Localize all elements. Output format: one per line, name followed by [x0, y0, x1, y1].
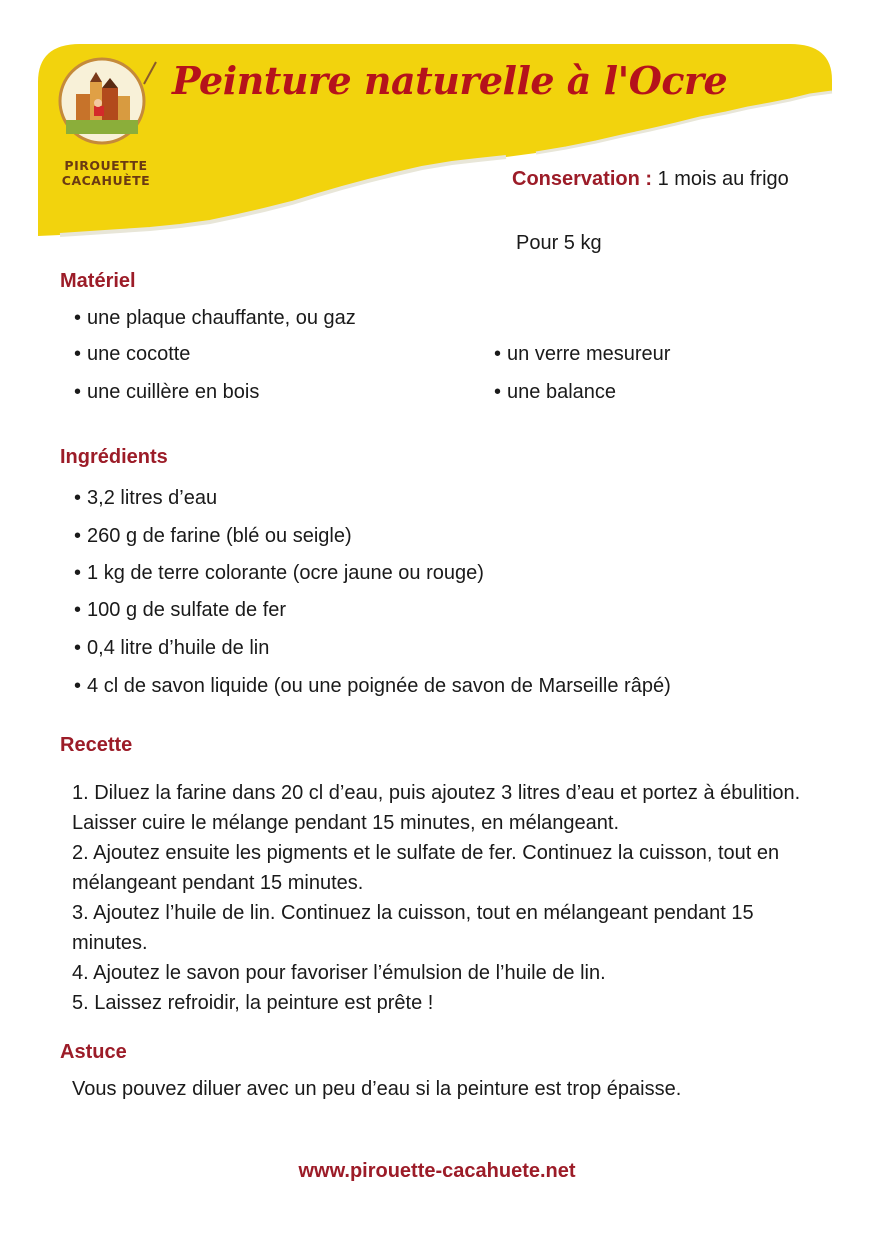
- recipe-step: 4. Ajoutez le savon pour favoriser l’émulsion de l’huile de lin.: [72, 962, 606, 984]
- recipe-step: 5. Laissez refroidir, la peinture est prête !: [72, 992, 434, 1014]
- recipe-steps: [72, 778, 812, 1018]
- materiel-heading: Matériel: [60, 270, 136, 292]
- yield-text: Pour 5 kg: [516, 232, 602, 254]
- list-item: • 260 g de farine (blé ou seigle): [74, 524, 352, 548]
- ingredients-heading: Ingrédients: [60, 446, 168, 468]
- list-item: • une cocotte: [74, 342, 190, 366]
- list-item: • 3,2 litres d’eau: [74, 486, 217, 510]
- recipe-step: 3. Ajoutez l’huile de lin. Continuez la cuisson, tout en mélangeant pendant 15 minutes.: [72, 902, 754, 954]
- list-item: • 100 g de sulfate de fer: [74, 598, 286, 622]
- astuce-text: Vous pouvez diluer avec un peu d’eau si la peinture est trop épaisse.: [72, 1078, 682, 1100]
- list-item: • une plaque chauffante, ou gaz: [74, 306, 356, 330]
- list-item: • une cuillère en bois: [74, 380, 259, 404]
- list-item: • 1 kg de terre colorante (ocre jaune ou rouge): [74, 561, 484, 585]
- list-item: • 0,4 litre d’huile de lin: [74, 636, 269, 660]
- astuce-heading: Astuce: [60, 1041, 127, 1063]
- conservation-label: Conservation :: [512, 168, 653, 190]
- recette-heading: Recette: [60, 734, 133, 756]
- list-item: • une balance: [494, 380, 616, 404]
- conservation-info: [512, 168, 789, 191]
- footer-url[interactable]: www.pirouette-cacahuete.net: [298, 1160, 576, 1182]
- conservation-value: 1 mois au frigo: [657, 168, 789, 190]
- list-item: • 4 cl de savon liquide (ou une poignée de savon de Marseille râpé): [74, 674, 671, 698]
- logo-wordmark: PIROUETTE CACAHUÈTE: [61, 158, 151, 188]
- list-item: • un verre mesureur: [494, 342, 670, 366]
- page-title: Peinture naturelle à l'Ocre: [172, 58, 728, 103]
- recipe-step: 2. Ajoutez ensuite les pigments et le sulfate de fer. Continuez la cuisson, tout en mélangeant pendant 15 minutes.: [72, 842, 780, 894]
- recipe-step: 1. Diluez la farine dans 20 cl d’eau, puis ajoutez 3 litres d’eau et portez à ébulition. Laisser cuire le mélange pendant 15 minutes, en mélangeant.: [72, 782, 801, 834]
